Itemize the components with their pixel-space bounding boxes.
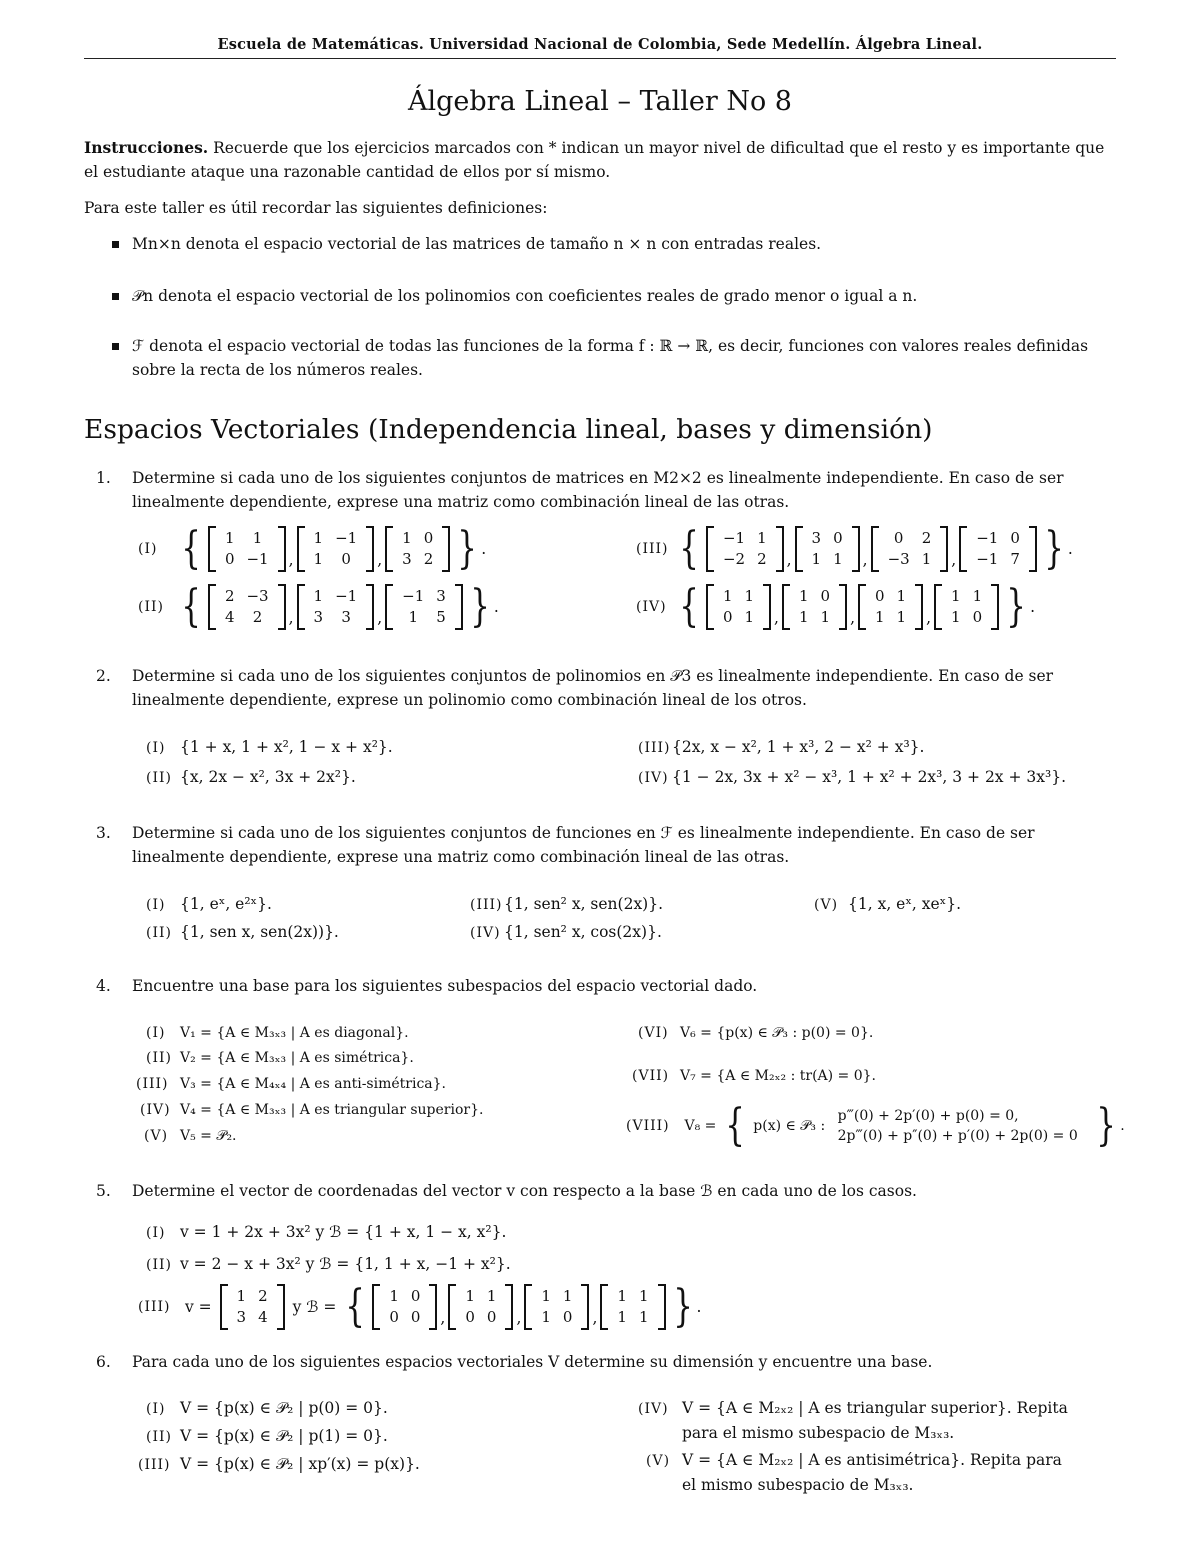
- matrix: [871, 526, 949, 572]
- item-tag: (IV): [638, 770, 669, 786]
- comma: ,: [288, 551, 294, 569]
- brace-open: {: [345, 1281, 366, 1332]
- matrix: [706, 584, 771, 630]
- matrix-entry: 0: [423, 529, 434, 547]
- matrix-entry: −3: [887, 550, 910, 568]
- matrix: [524, 1284, 589, 1330]
- section-title: Espacios Vectoriales (Independencia lineal, bases y dimensión): [84, 414, 933, 445]
- matrix-entry: 1: [798, 608, 809, 626]
- question-number: 6.: [96, 1353, 111, 1371]
- matrix: [600, 1284, 665, 1330]
- question-text: Determine si cada uno de los siguientes conjuntos de matrices en M2×2 es linealmente independiente. En caso de ser linealmente dependiente, exprese una matriz como combinación lineal de las otras.: [132, 469, 1064, 511]
- item-mid: y ℬ =: [292, 1298, 337, 1316]
- matrix-entry: 1: [252, 529, 263, 547]
- item-tag: (III): [138, 1299, 171, 1315]
- item-tag: (III): [636, 541, 669, 557]
- item-tag: (I): [146, 740, 166, 756]
- matrix-entry: 3: [236, 1308, 247, 1326]
- q1-set-3: [636, 523, 1073, 574]
- item-tag: (IV): [638, 1401, 669, 1417]
- definition-text: ℱ denota el espacio vectorial de todas las funciones de la forma f : ℝ → ℝ, es decir, funciones con valores reales definidas sobre la recta de los números reales.: [132, 337, 1089, 379]
- matrix-entry: 1: [402, 529, 412, 547]
- item-expr: {1, eˣ, e²ˣ}.: [180, 895, 272, 913]
- matrix-entry: 0: [820, 587, 831, 605]
- q6-item: [138, 1452, 420, 1477]
- q5-item: [146, 1252, 511, 1277]
- matrix-entry: 3: [341, 608, 351, 626]
- comma: ,: [592, 1309, 598, 1327]
- matrix-entry: 1: [744, 587, 755, 605]
- matrix-entry: 1: [224, 529, 235, 547]
- question-number: 1.: [96, 469, 111, 487]
- q2-item: [638, 765, 1066, 790]
- item-cont: para el mismo subespacio de M₃ₓ₃.: [682, 1424, 955, 1442]
- matrix: [959, 526, 1037, 572]
- item-tag: (II): [146, 1257, 172, 1273]
- matrix-entry: 3: [313, 608, 324, 626]
- matrix-entry: 4: [258, 1308, 268, 1326]
- matrix-entry: 0: [972, 608, 983, 626]
- question-3: [96, 821, 1118, 869]
- matrix-entry: 1: [757, 529, 767, 547]
- item-expr: V = {A ∈ M₂ₓ₂ | A es antisimétrica}. Repita para: [682, 1451, 1062, 1469]
- definition-item: [112, 232, 1122, 256]
- matrix: [297, 584, 375, 630]
- item-expr: V₄ = {A ∈ M₃ₓ₃ | A es triangular superior}.: [180, 1102, 484, 1118]
- item-expr: V = {p(x) ∈ 𝒫₂ | xp′(x) = p(x)}.: [180, 1455, 420, 1473]
- q2-item: [638, 735, 924, 760]
- condition-line: 2p‴(0) + p″(0) + p′(0) + 2p(0) = 0: [837, 1128, 1078, 1144]
- matrix-entry: 1: [921, 550, 932, 568]
- item-tag: (IV): [140, 1102, 171, 1118]
- matrix: [372, 1284, 437, 1330]
- matrix-entry: 1: [313, 587, 324, 605]
- matrix-entry: 1: [744, 608, 755, 626]
- period: .: [481, 540, 487, 558]
- header-rule: [84, 58, 1116, 59]
- item-tag: (I): [146, 1225, 166, 1241]
- q4-item: [146, 1046, 414, 1070]
- matrix-entry: 0: [224, 550, 235, 568]
- brace-close: }: [672, 1281, 693, 1332]
- item-expr: {1, sen² x, cos(2x)}.: [504, 923, 662, 941]
- comma: ,: [774, 609, 779, 627]
- q1-set-4: [636, 581, 1036, 632]
- matrix-entry: 0: [486, 1308, 497, 1326]
- matrix-entry: 1: [617, 1287, 627, 1305]
- q4-item: [144, 1124, 237, 1148]
- definition-item: [112, 334, 1122, 382]
- item-tag: (II): [146, 1050, 172, 1066]
- question-number: 5.: [96, 1182, 111, 1200]
- matrix-entry: 1: [820, 608, 831, 626]
- brace-open: {: [181, 523, 201, 574]
- matrix-entry: 1: [313, 529, 324, 547]
- matrix-set: [177, 523, 487, 574]
- matrix-entry: 0: [341, 550, 351, 568]
- definitions-intro: Para este taller es útil recordar las siguientes definiciones:: [84, 199, 548, 217]
- matrix-entry: −1: [335, 529, 358, 547]
- item-expr: {1, x, eˣ, xeˣ}.: [848, 895, 962, 913]
- matrix: [220, 1284, 285, 1330]
- item-expr: {2x, x − x², 1 + x³, 2 − x² + x³}.: [672, 738, 925, 756]
- comma: ,: [862, 551, 868, 569]
- item-tag: (I): [146, 1025, 166, 1041]
- item-lead: v =: [184, 1298, 212, 1316]
- item-tag: (III): [138, 1457, 171, 1473]
- brace-close: }: [1006, 581, 1026, 632]
- item-expr: {1 + x, 1 + x², 1 − x + x²}.: [180, 738, 393, 756]
- brace-open: {: [725, 1100, 745, 1151]
- matrix-entry: 1: [486, 1287, 497, 1305]
- condition-block: [838, 1106, 1078, 1146]
- instructions: [84, 136, 1118, 184]
- item-tag: (II): [146, 925, 172, 941]
- item-tag: (I): [146, 1401, 166, 1417]
- matrix: [934, 584, 999, 630]
- comma: ,: [288, 609, 294, 627]
- brace-open: {: [679, 581, 699, 632]
- item-tag: (III): [638, 740, 671, 756]
- matrix-entry: 1: [236, 1287, 247, 1305]
- item-expr: V₅ = 𝒫₂.: [180, 1128, 237, 1144]
- q4-item: [136, 1072, 446, 1096]
- matrix-entry: −1: [335, 587, 358, 605]
- matrix-entry: 1: [722, 587, 733, 605]
- item-expr: {1 − 2x, 3x + x² − x³, 1 + x² + 2x³, 3 + 2x + 3x³}.: [672, 768, 1066, 786]
- item-tag: (II): [146, 1429, 172, 1445]
- matrix-entry: 1: [896, 608, 907, 626]
- item-expr: V₆ = {p(x) ∈ 𝒫₃ : p(0) = 0}.: [680, 1025, 874, 1041]
- question-1: [96, 466, 1118, 514]
- matrix-entry: 3: [811, 529, 822, 547]
- matrix-entry: 0: [410, 1287, 421, 1305]
- matrix-entry: −1: [402, 587, 425, 605]
- matrix: [385, 526, 450, 572]
- item-expr: V₂ = {A ∈ M₃ₓ₃ | A es simétrica}.: [180, 1050, 414, 1066]
- instructions-label: Instrucciones.: [84, 138, 209, 157]
- comma: ,: [926, 609, 932, 627]
- item-cont: el mismo subespacio de M₃ₓ₃.: [682, 1476, 914, 1494]
- item-tag: (IV): [470, 925, 501, 941]
- matrix-entry: 0: [722, 608, 733, 626]
- matrix-entry: 3: [402, 550, 412, 568]
- question-number: 3.: [96, 824, 111, 842]
- comma: ,: [786, 551, 792, 569]
- matrix-entry: 2: [423, 550, 434, 568]
- definition-text: Mn×n denota el espacio vectorial de las matrices de tamaño n × n con entradas reales.: [132, 235, 822, 253]
- matrix-entry: −3: [246, 587, 269, 605]
- matrix-entry: 3: [436, 587, 446, 605]
- item-expr: V = {p(x) ∈ 𝒫₂ | p(1) = 0}.: [180, 1427, 388, 1445]
- matrix-entry: 1: [562, 1287, 573, 1305]
- question-number: 2.: [96, 667, 111, 685]
- matrix-entry: −1: [246, 550, 269, 568]
- matrix-set: [177, 581, 499, 632]
- matrix-entry: 1: [465, 1287, 475, 1305]
- item-expr: V₈ =: [684, 1118, 717, 1134]
- q6-item: [146, 1396, 388, 1421]
- page-header: Escuela de Matemáticas. Universidad Nacional de Colombia, Sede Medellín. Álgebra Lineal.: [217, 36, 983, 53]
- q2-item: [146, 735, 393, 760]
- item-tag: (VII): [632, 1068, 670, 1084]
- question-text: Encuentre una base para los siguientes subespacios del espacio vectorial dado.: [132, 977, 758, 995]
- brace-close: }: [457, 523, 478, 574]
- q5-item: [138, 1281, 702, 1332]
- period: .: [696, 1298, 702, 1316]
- matrix-entry: 1: [833, 550, 843, 568]
- matrix-entry: 2: [757, 550, 767, 568]
- question-text: Determine si cada uno de los siguientes conjuntos de funciones en ℱ es linealmente independiente. En caso de ser linealmente dependiente, exprese una matriz como combinación lineal de las otras.: [132, 824, 1035, 866]
- item-tag: (I): [138, 541, 158, 557]
- q4-item: [638, 1021, 873, 1045]
- matrix-set: [675, 581, 1036, 632]
- bullet-square-icon: [112, 241, 119, 248]
- definition-text: 𝒫n denota el espacio vectorial de los polinomios con coeficientes reales de grado menor o igual a n.: [132, 287, 918, 305]
- matrix-entry: 0: [893, 529, 904, 547]
- q1-set-2: [138, 581, 499, 632]
- period: .: [1067, 540, 1073, 558]
- item-tag: (II): [138, 599, 164, 615]
- matrix-entry: 0: [875, 587, 885, 605]
- matrix-entry: 1: [313, 550, 324, 568]
- q6-item: [646, 1448, 1062, 1497]
- q1-set-1: [138, 523, 487, 574]
- matrix: [858, 584, 923, 630]
- brace-close: }: [1096, 1100, 1117, 1151]
- matrix: [782, 584, 847, 630]
- q2-item: [146, 765, 356, 790]
- q3-item: [146, 920, 339, 945]
- q5-item: [146, 1220, 506, 1245]
- condition-line: p‴(0) + 2p′(0) + p(0) = 0,: [837, 1108, 1019, 1124]
- matrix-entry: 0: [1010, 529, 1020, 547]
- comma: ,: [377, 551, 383, 569]
- matrix-entry: −2: [722, 550, 746, 568]
- q4-item: [632, 1064, 876, 1088]
- matrix-entry: 7: [1010, 550, 1020, 568]
- matrix-entry: −1: [976, 529, 999, 547]
- item-tag: (V): [144, 1128, 169, 1144]
- question-2: [96, 664, 1118, 712]
- matrix-entry: 1: [798, 587, 809, 605]
- item-tag: (IV): [636, 599, 667, 615]
- comma: ,: [951, 551, 957, 569]
- instructions-text: Recuerde que los ejercicios marcados con * indican un mayor nivel de dificultad que el resto y es importante que el estudiante ataque una razonable cantidad de ellos por sí mismo.: [84, 139, 1105, 181]
- q3-item: [470, 892, 663, 917]
- matrix-entry: 1: [617, 1308, 627, 1326]
- question-text: Determine si cada uno de los siguientes conjuntos de polinomios en 𝒫3 es linealmente independiente. En caso de ser linealmente dependiente, exprese un polinomio como combinación lineal de los otros.: [132, 667, 1054, 709]
- matrix-entry: 1: [875, 608, 885, 626]
- matrix-v: [217, 1287, 288, 1326]
- item-lead: p(x) ∈ 𝒫₃ :: [753, 1118, 826, 1134]
- item-expr: V = {p(x) ∈ 𝒫₂ | p(0) = 0}.: [180, 1399, 388, 1417]
- matrix-entry: 0: [562, 1308, 573, 1326]
- matrix: [795, 526, 860, 572]
- matrix-entry: 1: [972, 587, 983, 605]
- matrix: [208, 526, 286, 572]
- definition-item: [112, 284, 1122, 308]
- comma: ,: [440, 1309, 446, 1327]
- matrix-entry: 1: [541, 1308, 551, 1326]
- q4-item: [140, 1098, 483, 1122]
- matrix: [385, 584, 463, 630]
- q3-item: [814, 892, 961, 917]
- item-expr: {x, 2x − x², 3x + 2x²}.: [180, 768, 356, 786]
- matrix-entry: 1: [638, 1287, 649, 1305]
- q6-item: [146, 1424, 388, 1449]
- matrix-entry: 1: [541, 1287, 551, 1305]
- item-expr: V = {A ∈ M₂ₓ₂ | A es triangular superior}. Repita: [682, 1399, 1068, 1417]
- matrix-entry: 2: [258, 1287, 268, 1305]
- brace-close: }: [470, 581, 490, 632]
- item-expr: v = 2 − x + 3x² y ℬ = {1, 1 + x, −1 + x²}.: [180, 1255, 511, 1273]
- matrix-entry: 0: [410, 1308, 421, 1326]
- item-expr: {1, sen x, sen(2x))}.: [180, 923, 339, 941]
- q3-item: [470, 920, 662, 945]
- matrix: [706, 526, 784, 572]
- matrix-entry: 2: [224, 587, 235, 605]
- comma: ,: [850, 609, 855, 627]
- matrix-entry: 1: [389, 1287, 399, 1305]
- item-expr: V₃ = {A ∈ M₄ₓ₄ | A es anti-simétrica}.: [180, 1076, 446, 1092]
- brace-close: }: [1044, 523, 1064, 574]
- matrix-entry: −1: [976, 550, 999, 568]
- item-expr: V₇ = {A ∈ M₂ₓ₂ : tr(A) = 0}.: [680, 1068, 876, 1084]
- matrix-entry: 1: [811, 550, 822, 568]
- matrix-entry: 0: [833, 529, 843, 547]
- question-text: Para cada uno de los siguientes espacios vectoriales V determine su dimensión y encuentre una base.: [132, 1353, 933, 1371]
- matrix-entry: 1: [408, 608, 418, 626]
- bullet-square-icon: [112, 343, 119, 350]
- item-tag: (VI): [638, 1025, 669, 1041]
- matrix-entry: 1: [951, 587, 961, 605]
- bullet-square-icon: [112, 293, 119, 300]
- question-4: [96, 974, 1118, 998]
- item-tag: (III): [136, 1076, 169, 1092]
- question-number: 4.: [96, 977, 111, 995]
- matrix: [448, 1284, 513, 1330]
- matrix-entry: 4: [224, 608, 235, 626]
- matrix: [297, 526, 375, 572]
- matrix-entry: 5: [436, 608, 446, 626]
- item-tag: (V): [814, 897, 839, 913]
- matrix-entry: 0: [389, 1308, 399, 1326]
- matrix-entry: 1: [896, 587, 907, 605]
- comma: ,: [516, 1309, 522, 1327]
- item-tag: (I): [146, 897, 166, 913]
- q4-item: [146, 1021, 409, 1045]
- q6-item: [638, 1396, 1068, 1445]
- comma: ,: [377, 609, 383, 627]
- matrix-entry: 2: [921, 529, 932, 547]
- matrix-entry: 1: [638, 1308, 649, 1326]
- q3-item: [146, 892, 272, 917]
- period: .: [493, 598, 499, 616]
- item-expr: V₁ = {A ∈ M₃ₓ₃ | A es diagonal}.: [180, 1025, 409, 1041]
- question-5: [96, 1179, 1118, 1203]
- matrix-entry: −1: [722, 529, 746, 547]
- matrix: [208, 584, 286, 630]
- item-tag: (III): [470, 897, 503, 913]
- brace-open: {: [181, 581, 201, 632]
- matrix-entry: 1: [951, 608, 961, 626]
- question-text: Determine el vector de coordenadas del vector v con respecto a la base ℬ en cada uno de los casos.: [132, 1182, 917, 1200]
- period: .: [1030, 598, 1036, 616]
- item-tag: (II): [146, 770, 172, 786]
- item-tag: (V): [646, 1453, 671, 1469]
- page-title: Álgebra Lineal – Taller No 8: [408, 86, 792, 117]
- matrix-entry: 2: [252, 608, 263, 626]
- matrix-set: [675, 523, 1073, 574]
- q4-item-viii: (VIII) V₈ = { p(x) ∈ 𝒫₃ : p‴(0) + 2p′(0) + p(0) = 0, 2p‴(0) + p″(0) + p′(0) + 2p(0) = 0 } .: [626, 1100, 1125, 1151]
- item-expr: v = 1 + 2x + 3x² y ℬ = {1 + x, 1 − x, x²}.: [180, 1223, 507, 1241]
- matrix-set: [341, 1281, 702, 1332]
- item-expr: {1, sen² x, sen(2x)}.: [504, 895, 664, 913]
- question-6: [96, 1350, 1118, 1374]
- item-tag: (VIII): [626, 1118, 670, 1134]
- brace-open: {: [679, 523, 699, 574]
- matrix-entry: 0: [465, 1308, 475, 1326]
